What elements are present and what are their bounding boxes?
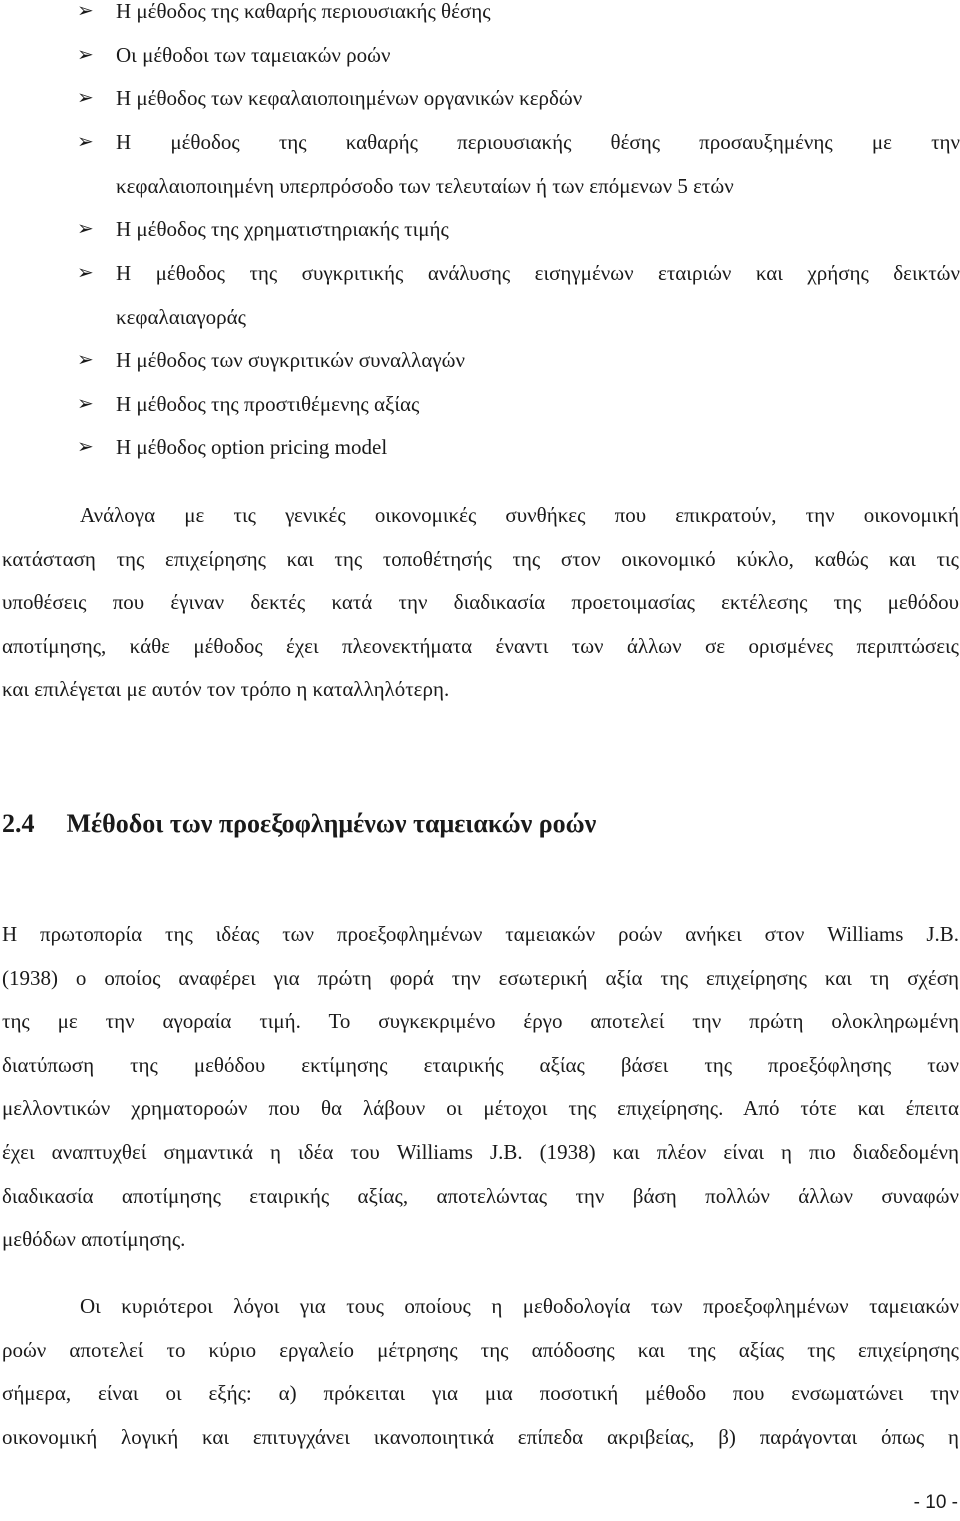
arrow-bullet-icon: ➢ — [77, 262, 94, 284]
arrow-bullet-icon: ➢ — [77, 131, 94, 153]
list-item — [77, 208, 960, 252]
list-item-text: Η μέθοδος της προστιθέμενης αξίας — [116, 392, 420, 416]
paragraph-line: ροών αποτελεί το κύριο εργαλείο μέτρησης της απόδοσης και της αξίας της επιχείρησης — [2, 1337, 959, 1362]
paragraph-line: (1938) ο οποίος αναφέρει για πρώτη φορά την εσωτερική αξία της επιχείρησης και τη σχέση — [2, 965, 959, 990]
paragraph-line: μελλοντικών χρηματοροών που θα λάβουν οι μέτοχοι της επιχείρησης. Από τότε και έπειτα — [2, 1096, 959, 1121]
list-item — [77, 383, 960, 427]
list-item-text-line: κεφαλαιαγοράς — [116, 304, 246, 329]
paragraph-line: διατύπωση της μεθόδου εκτίμησης εταιρικής αξίας βάσει της προεξόφλησης των — [2, 1052, 959, 1077]
arrow-bullet-icon: ➢ — [77, 218, 94, 240]
paragraph-line: οικονομική λογική και επιτυγχάνει ικανοποιητικά επίπεδα ακριβείας, β) παράγονται όπως η — [2, 1424, 959, 1449]
list-item-text: Η μέθοδος των συγκριτικών συναλλαγών — [116, 348, 465, 372]
paragraph-line: Ανάλογα με τις γενικές οικονομικές συνθήκες που επικρατούν, την οικονομική — [80, 503, 959, 527]
paragraph-line: αποτίμησης, κάθε μέθοδος έχει πλεονεκτήματα έναντι των άλλων σε ορισμένες περιπτώσεις — [2, 633, 959, 658]
list-item — [77, 426, 960, 470]
list-item — [77, 121, 960, 208]
paragraph-line: έχει αναπτυχθεί σημαντικά η ιδέα του Williams J.B. (1938) και πλέον είναι η πιο διαδεδομένη — [2, 1139, 959, 1164]
list-item-text: Η μέθοδος της χρηματιστηριακής τιμής — [116, 217, 449, 241]
arrow-bullet-icon: ➢ — [77, 393, 94, 415]
arrow-bullet-icon: ➢ — [77, 436, 94, 458]
paragraph-line: και επιλέγεται με αυτόν τον τρόπο η καταλληλότερη. — [2, 677, 450, 702]
list-item — [77, 252, 960, 339]
list-item-text-line: Η μέθοδος της συγκριτικής ανάλυσης εισηγμένων εταιριών και χρήσης δεικτών — [116, 261, 960, 285]
section-heading — [2, 800, 596, 848]
arrow-bullet-icon: ➢ — [77, 44, 94, 66]
paragraph-line: σήμερα, είναι οι εξής: α) πρόκειται για μια ποσοτική μέθοδο που ενσωματώνει την — [2, 1381, 959, 1406]
list-item-text-line: κεφαλαιοποιημένη υπερπρόσοδο των τελευταίων ή των επόμενων 5 ετών — [116, 173, 734, 198]
paragraph-line: διαδικασία αποτίμησης εταιρικής αξίας, αποτελώντας την βάση πολλών άλλων συναφών — [2, 1183, 959, 1208]
list-item — [77, 77, 960, 121]
page-number: - 10 - — [913, 1492, 958, 1513]
paragraph-line: κατάσταση της επιχείρησης και της τοποθέτησής της στον οικονομικό κύκλο, καθώς και τις — [2, 546, 959, 571]
paragraph — [2, 913, 959, 1262]
paragraph — [2, 494, 959, 712]
paragraph-line: Η πρωτοπορία της ιδέας των προεξοφλημένων ταμειακών ροών ανήκει στον Williams J.B. — [2, 922, 959, 946]
list-item-text: Η μέθοδος της καθαρής περιουσιακής θέσης — [116, 0, 491, 23]
list-item — [77, 0, 960, 34]
list-item-text: Οι μέθοδοι των ταμειακών ροών — [116, 43, 391, 67]
arrow-bullet-icon: ➢ — [77, 349, 94, 371]
paragraph-line: υποθέσεις που έγιναν δεκτές κατά την διαδικασία προετοιμασίας εκτέλεσης της μεθόδου — [2, 590, 959, 615]
section-number: 2.4 — [2, 809, 35, 838]
arrow-bullet-icon: ➢ — [77, 87, 94, 109]
paragraph — [2, 1285, 959, 1459]
list-item-text: Η μέθοδος option pricing model — [116, 435, 388, 459]
list-item — [77, 34, 960, 78]
list-item — [77, 339, 960, 383]
paragraph-line: Οι κυριότεροι λόγοι για τους οποίους η μεθοδολογία των προεξοφλημένων ταμειακών — [80, 1294, 959, 1318]
list-item-text-line: Η μέθοδος της καθαρής περιουσιακής θέσης προσαυξημένης με την — [116, 130, 960, 154]
list-item-text: Η μέθοδος των κεφαλαιοποιημένων οργανικών κερδών — [116, 86, 583, 110]
arrow-bullet-icon: ➢ — [77, 0, 94, 22]
paragraph-line: της με την αγοραία τιμή. Το συγκεκριμένο έργο αποτελεί την πρώτη ολοκληρωμένη — [2, 1009, 959, 1034]
paragraph-line: μεθόδων αποτίμησης. — [2, 1227, 186, 1252]
section-title: Μέθοδοι των προεξοφλημένων ταμειακών ροών — [66, 809, 597, 838]
